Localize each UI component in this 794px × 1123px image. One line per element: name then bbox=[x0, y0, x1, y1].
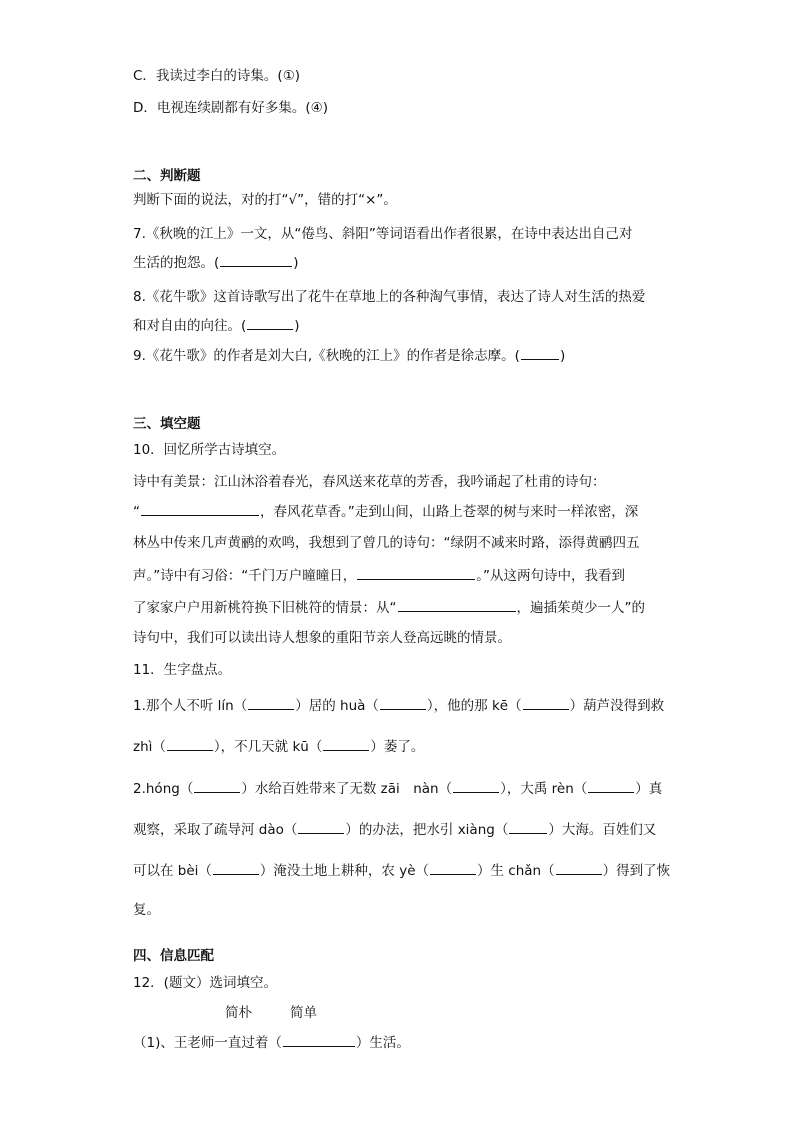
q7-answer-blank[interactable] bbox=[220, 253, 292, 267]
q10-text-4b: 。”从这两句诗中，我看到 bbox=[476, 568, 625, 584]
q11-text: ），大禹 rèn（ bbox=[500, 781, 588, 797]
q9-answer-blank[interactable] bbox=[521, 346, 559, 360]
blank-hong[interactable] bbox=[194, 779, 240, 793]
q10-line5 bbox=[133, 598, 645, 618]
q10-text-4a: 声。”诗中有习俗：“千门万户曈曈日， bbox=[133, 568, 357, 584]
q7-close: ) bbox=[293, 255, 299, 271]
q11-2-line2 bbox=[133, 820, 656, 840]
q11-text: ）真 bbox=[635, 781, 663, 797]
q9-line bbox=[133, 346, 565, 366]
blank-dao[interactable] bbox=[298, 820, 344, 834]
q10-line3: 林丛中传来几声黄鹂的欢鸣，我想到了曾几的诗句：“绿阴不减来时路，添得黄鹂四五 bbox=[133, 535, 640, 551]
q10-open-quote: “ bbox=[133, 504, 140, 520]
q11-text: ）生 chǎn（ bbox=[477, 863, 555, 879]
blank-ku[interactable] bbox=[323, 737, 369, 751]
q10-line6: 诗句中，我们可以读出诗人想象的重阳节亲人登高远眺的情景。 bbox=[133, 630, 511, 646]
q7-line2 bbox=[133, 253, 299, 273]
q11-1-line2 bbox=[133, 737, 424, 757]
word-jianpu: 简朴 bbox=[225, 1005, 252, 1021]
q10-text-2: ，春风花草香。”走到山间，山路上苍翠的树与来时一样浓密，深 bbox=[260, 504, 639, 520]
q11-text: ）大海。百姓们又 bbox=[548, 822, 657, 838]
q7-text: 生活的抱怨。( bbox=[133, 255, 220, 271]
q11-2-line3 bbox=[133, 861, 670, 881]
q12-word-bank bbox=[225, 1003, 317, 1023]
q9-close: ) bbox=[559, 348, 566, 364]
q11-text: ）淹没土地上耕种，农 yè（ bbox=[259, 863, 430, 879]
q10-line1: 诗中有美景：江山沐浴着春光，春风送来花草的芳香，我吟诵起了杜甫的诗句： bbox=[133, 474, 606, 490]
q11-text: ），他的那 kē（ bbox=[426, 698, 522, 714]
word-jiandan: 简单 bbox=[290, 1005, 317, 1021]
q11-2-line4: 复。 bbox=[133, 902, 160, 918]
q8-answer-blank[interactable] bbox=[247, 316, 293, 330]
q11-2-line1 bbox=[133, 779, 662, 799]
q11-text: zhì（ bbox=[133, 739, 166, 755]
q10-blank-2[interactable] bbox=[357, 566, 475, 580]
q8-close: ) bbox=[294, 318, 300, 334]
q8-line2 bbox=[133, 316, 300, 336]
q11-text: ）居的 huà（ bbox=[295, 698, 379, 714]
q8-text: 和对自由的向往。( bbox=[133, 318, 247, 334]
q11-text: ）水给百姓带来了无数 zāi nàn（ bbox=[241, 781, 453, 797]
blank-hua[interactable] bbox=[380, 696, 426, 710]
section-3-heading: 三、填空题 bbox=[133, 416, 201, 432]
q8-line1: 8.《花牛歌》这首诗歌写出了花牛在草地上的各种淘气事情，表达了诗人对生活的热爱 bbox=[133, 289, 646, 305]
q11-text: ）萎了。 bbox=[370, 739, 425, 755]
blank-ke[interactable] bbox=[523, 696, 569, 710]
q10-title: 10．回忆所学古诗填空。 bbox=[133, 442, 286, 458]
q12-text: ）生活。 bbox=[355, 1035, 410, 1051]
q12-title: 12．(题文）选词填空。 bbox=[133, 975, 277, 991]
blank-bei[interactable] bbox=[213, 861, 259, 875]
section-4-heading: 四、信息匹配 bbox=[133, 948, 214, 964]
blank-zainan[interactable] bbox=[453, 779, 499, 793]
q11-1-line1 bbox=[133, 696, 664, 716]
blank-ren[interactable] bbox=[588, 779, 634, 793]
option-d: D．电视连续剧都有好多集。(④) bbox=[133, 100, 329, 116]
q10-text-5a: 了家家户户用新桃符换下旧桃符的情景：从“ bbox=[133, 600, 397, 616]
section-2-heading: 二、判断题 bbox=[133, 168, 201, 184]
q11-text: 1.那个人不听 lín（ bbox=[133, 698, 248, 714]
blank-xiang[interactable] bbox=[509, 820, 547, 834]
q12-1-line bbox=[133, 1033, 410, 1053]
q11-text: 2.hóng（ bbox=[133, 781, 194, 797]
q11-title: 11．生字盘点。 bbox=[133, 662, 232, 678]
section-2-intro: 判断下面的说法，对的打“√”，错的打“×”。 bbox=[133, 192, 397, 208]
q7-line1: 7.《秋晚的江上》一文，从“倦鸟、斜阳”等词语看出作者很累，在诗中表达出自己对 bbox=[133, 226, 633, 242]
q11-text: ）得到了恢 bbox=[602, 863, 671, 879]
q12-text: （1)、王老师一直过着（ bbox=[133, 1035, 282, 1051]
q11-text: ）的办法，把水引 xiàng（ bbox=[345, 822, 509, 838]
q11-text: ）葫芦没得到救 bbox=[569, 698, 665, 714]
q11-text: 可以在 bèi（ bbox=[133, 863, 212, 879]
q12-1-blank[interactable] bbox=[283, 1033, 355, 1047]
q10-line4 bbox=[133, 566, 625, 586]
q11-text: 观察，采取了疏导河 dào（ bbox=[133, 822, 298, 838]
q10-blank-1[interactable] bbox=[141, 502, 259, 516]
q10-blank-3[interactable] bbox=[398, 598, 516, 612]
option-c: C．我读过李白的诗集。(①) bbox=[133, 68, 301, 84]
q10-text-5b: ，遍插茱萸少一人”的 bbox=[516, 600, 645, 616]
blank-chan[interactable] bbox=[556, 861, 602, 875]
blank-lin[interactable] bbox=[248, 696, 294, 710]
q9-text: 9.《花牛歌》的作者是刘大白,《秋晚的江上》的作者是徐志摩。( bbox=[133, 348, 520, 364]
q11-text: ），不几天就 kū（ bbox=[213, 739, 323, 755]
blank-zhi[interactable] bbox=[167, 737, 213, 751]
blank-ye[interactable] bbox=[430, 861, 476, 875]
q10-line2 bbox=[133, 502, 638, 522]
